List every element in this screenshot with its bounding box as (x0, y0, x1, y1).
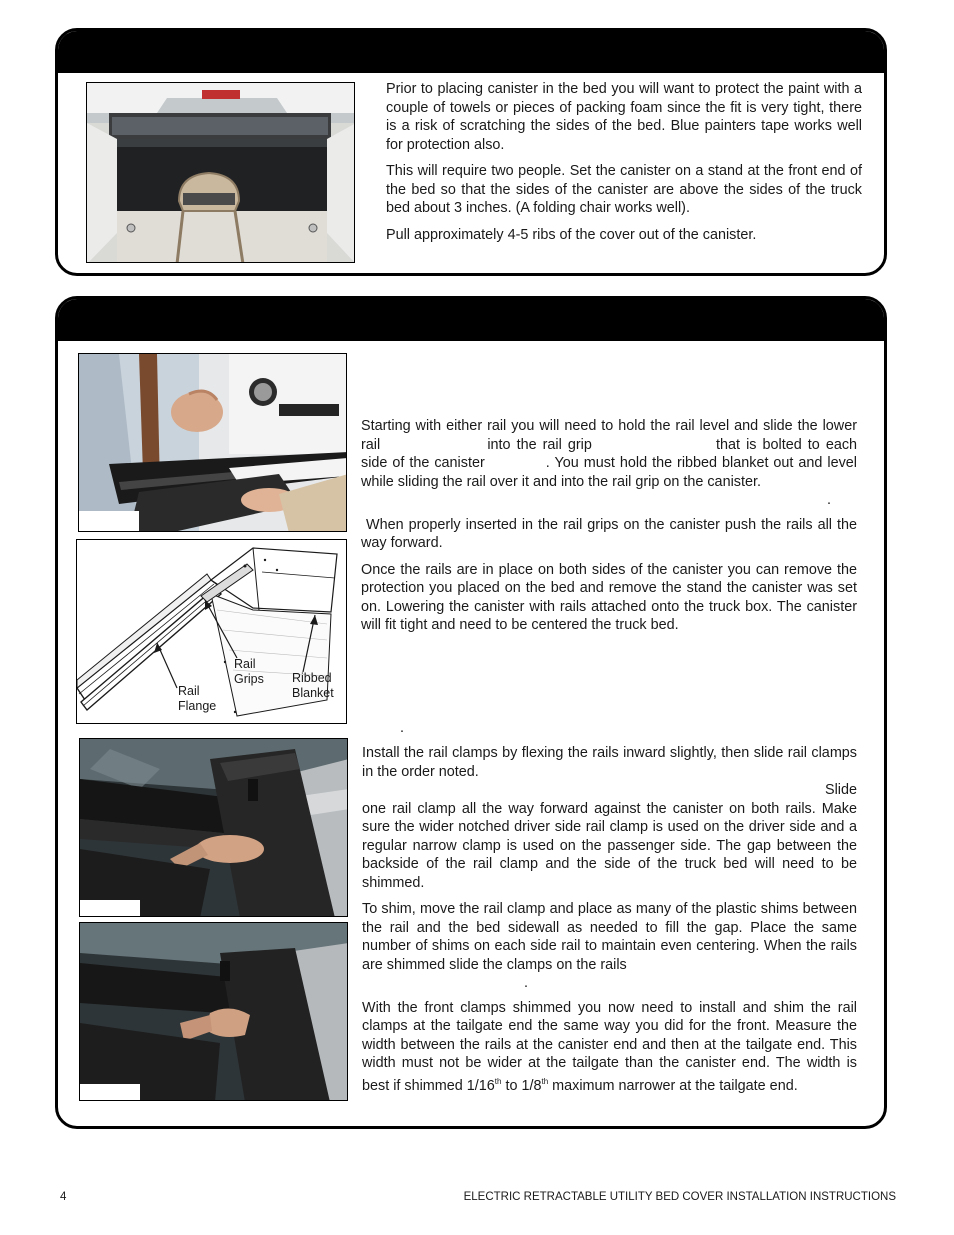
photo-label-tag (80, 1084, 140, 1100)
stray-dot: . (400, 720, 404, 736)
label-ribbed-blanket: Ribbed (292, 671, 332, 685)
photo-label-tag (80, 900, 140, 916)
paragraph: With the front clamps shimmed you now need to install and shim the rail clamps at the tailgate end the same way you did for the front. Measure the width between the rails at the canister end and then at the tailgate end. This width must not be wider at the tailgate than the canister end. The width is best if shimmed 1/16th to 1/8th maximum narrower at the tailgate end. (362, 999, 857, 1094)
paragraph: When properly inserted in the rail grips on the canister push the rails all the way forward. (361, 516, 857, 551)
rail-diagram (76, 539, 347, 724)
rail-text (361, 417, 857, 643)
paragraph: Slide (825, 782, 857, 798)
label-rail-flange: Rail (178, 684, 200, 698)
paragraph: To shim, move the rail clamp and place as many of the plastic shims between the rail and the bed sidewall as needed to fill the gap. Place the same number of shims on each side rail to maintain even centering. When the rails are shimmed slide the clamps on the rails (362, 901, 857, 973)
paragraph-end-dot: . (524, 975, 528, 991)
section-header-bar (58, 31, 884, 73)
paragraph: This will require two people. Set the canister on a stand at the front end of the bed so that the sides of the canister are above the sides of the truck bed about 3 inches. (A folding chair works well). (386, 163, 862, 216)
label-ribbed-blanket: Blanket (292, 686, 334, 700)
paragraph: Install the rail clamps by flexing the rails inward slightly, then slide rail clamps in the order noted. (362, 745, 857, 780)
label-rail-grips: Grips (234, 672, 264, 686)
photo-label-tag (79, 511, 139, 531)
photo-canister-on-chair (86, 82, 355, 263)
paragraph: one rail clamp all the way forward against the canister on both rails. Make sure the wider notched driver side rail clamp is used on the driver side and a regular narrow clamp is used on the passenger side. The gap between the backside of the rail clamp and the side of the truck bed will need to be shimmed. (362, 800, 857, 891)
footer-title: ELECTRIC RETRACTABLE UTILITY BED COVER INSTALLATION INSTRUCTIONS (463, 1191, 896, 1203)
clamp-text (362, 744, 857, 1103)
paragraph: Starting with either rail you will need to hold the rail level and slide the lower rail into the rail grip that is bolted to each side of the canister . You must hold the ribbed blanket out and level while sliding the rail over it and into the rail grip on the canister. (361, 418, 858, 490)
photo-installing-rail-clamp (79, 738, 348, 917)
photo-sliding-rail-into-grip (78, 353, 347, 532)
section1-text (386, 80, 862, 252)
section-header-bar (58, 299, 884, 341)
paragraph: Pull approximately 4-5 ribs of the cover out of the canister. (386, 226, 757, 243)
paragraph-end-dot: . (827, 492, 831, 508)
photo-shimming-rail-clamp (79, 922, 348, 1101)
label-rail-grips: Rail (234, 657, 256, 671)
paragraph: Once the rails are in place on both sides of the canister you can remove the protection you placed on the bed and remove the stand the canister was set on. Lowering the canister with rails attached onto the truck box. The canister will fit tight and need to be centered the truck bed. (361, 561, 857, 633)
label-rail-flange: Flange (178, 699, 217, 713)
paragraph: Prior to placing canister in the bed you will want to protect the paint with a couple of towels or pieces of packing foam since the fit is very tight, there is a risk of scratching the sides of the bed. Blue painters tape works well for protection also. (386, 81, 862, 153)
page-number: 4 (60, 1191, 67, 1203)
